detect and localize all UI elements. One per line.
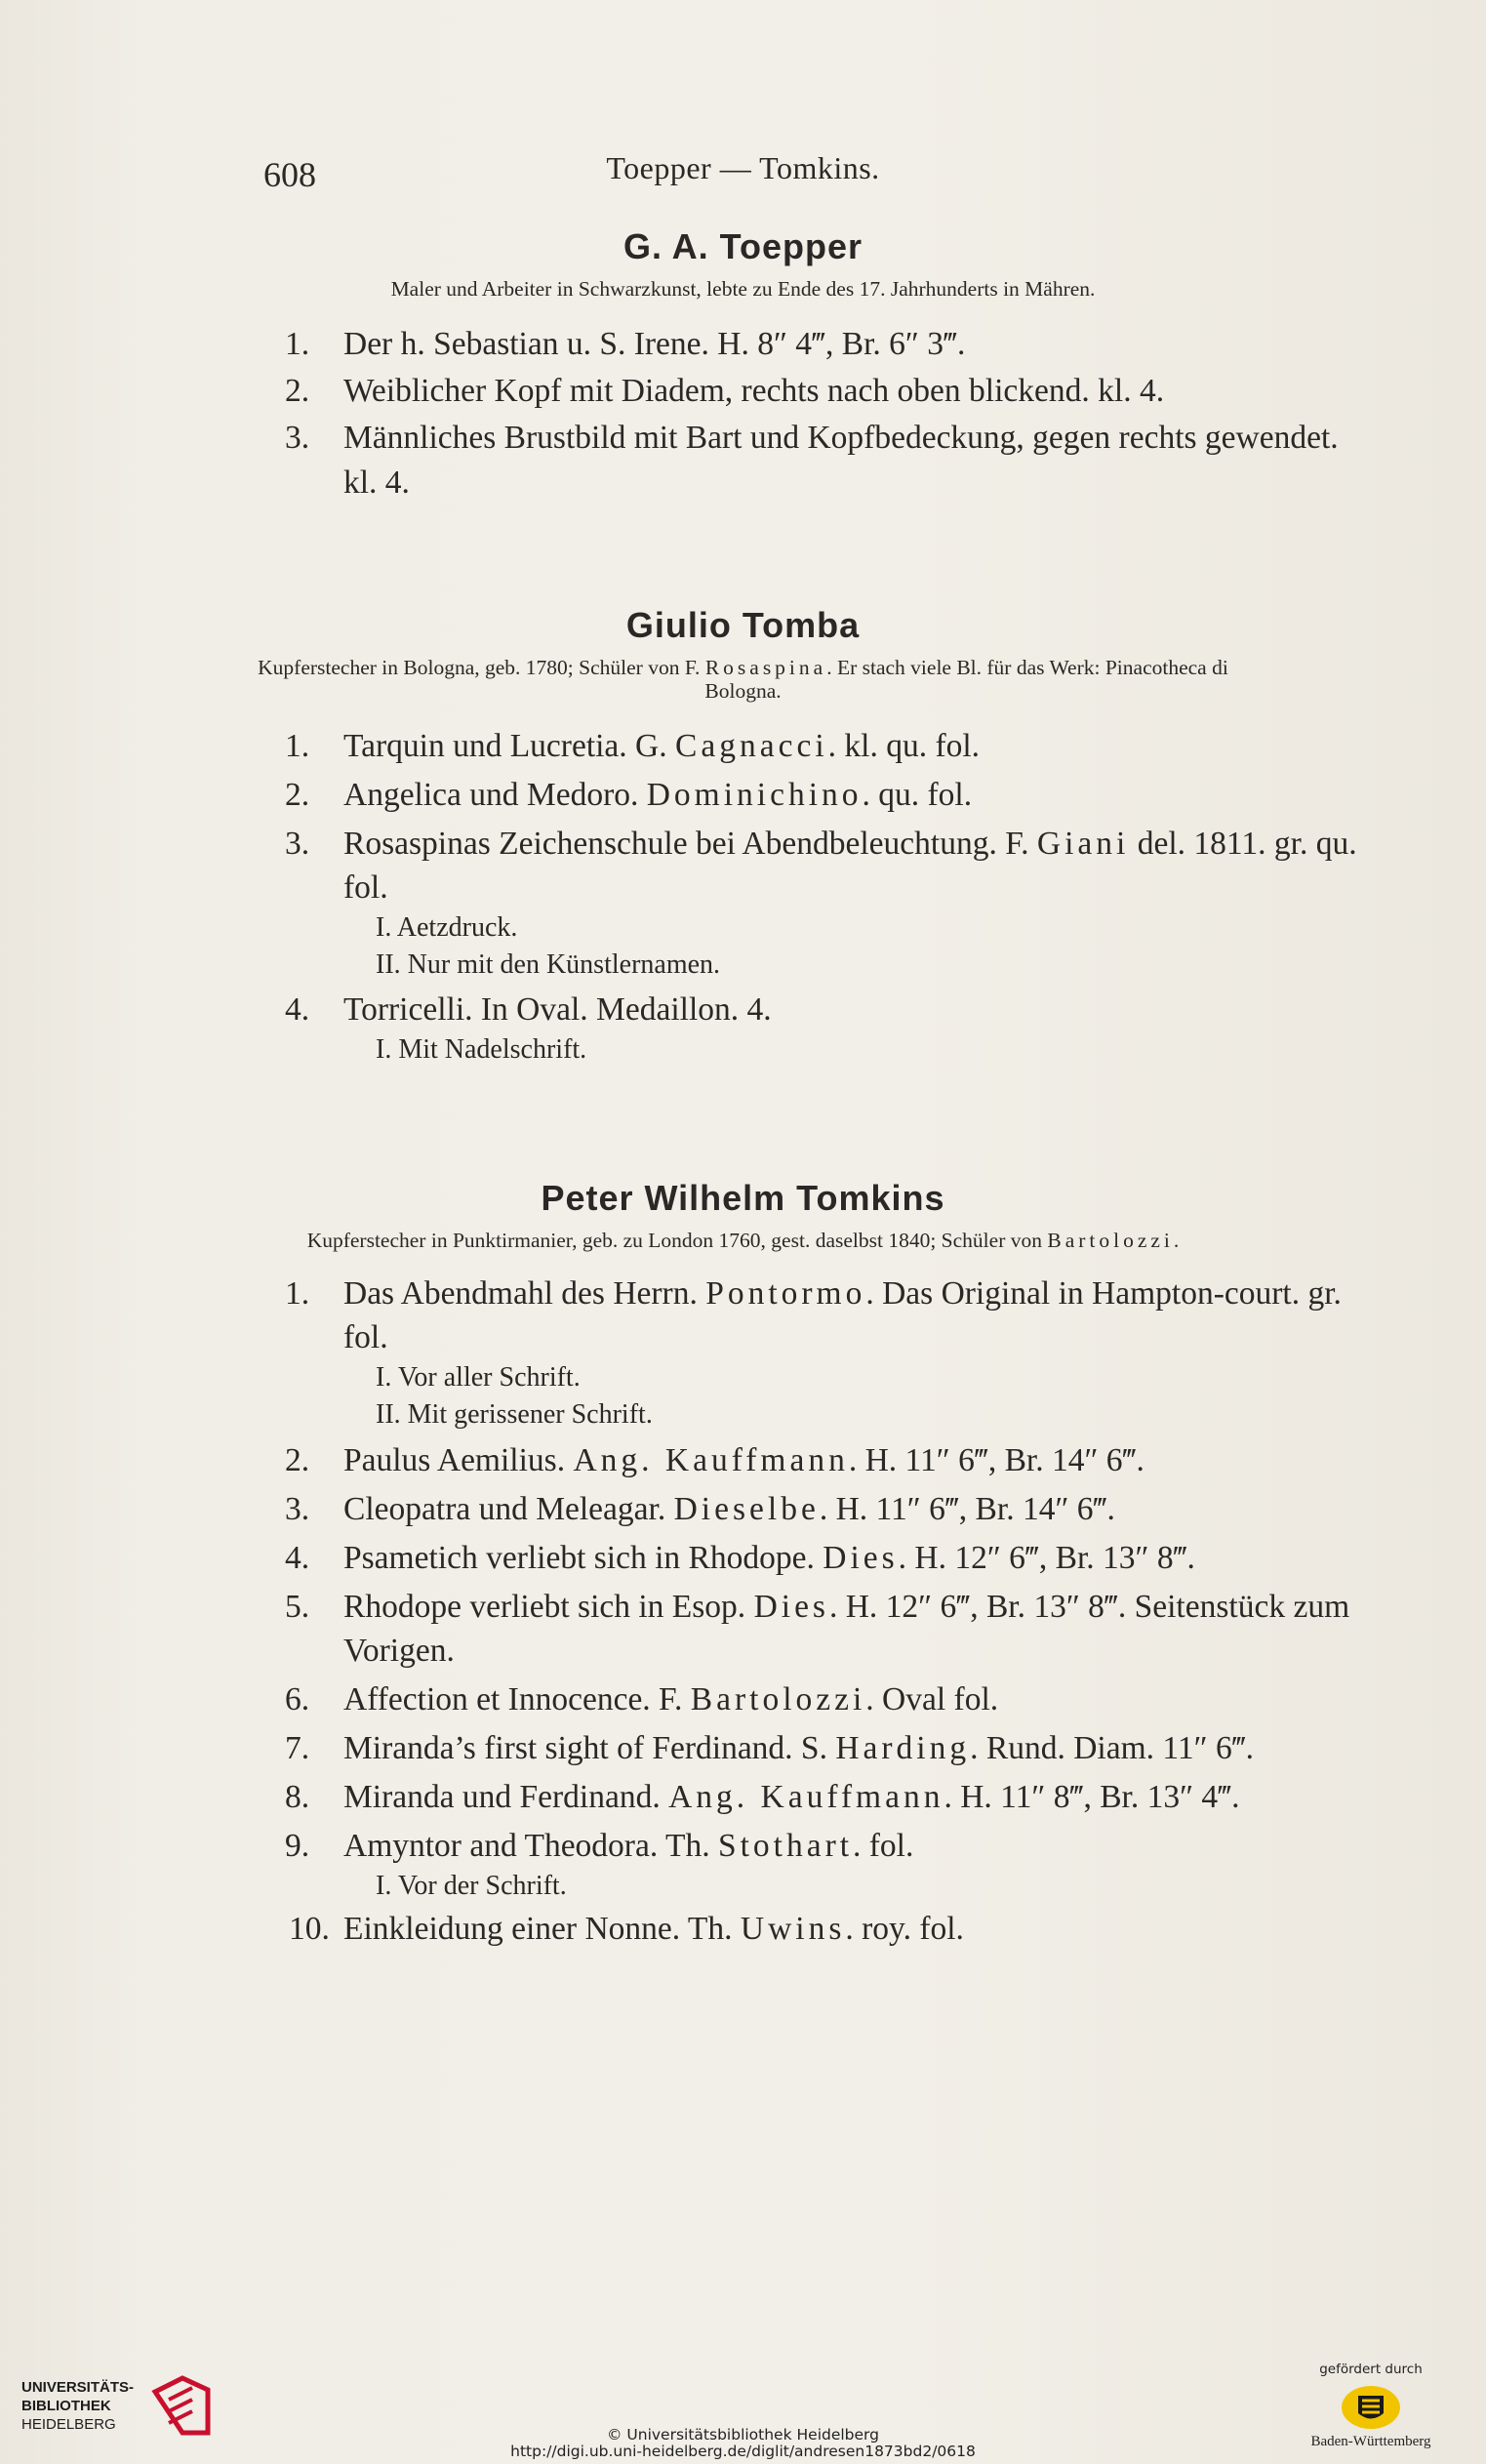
- funder-name: Baden-Württemberg: [1310, 2434, 1431, 2449]
- catalog-entry: 4. Torricelli. In Oval. Medaillon. 4.: [285, 991, 772, 1028]
- library-logo: UNIVERSITÄTS- BIBLIOTHEK HEIDELBERG: [18, 2366, 222, 2440]
- catalog-entry: 6. Affection et Innocence. F. Bartolozzi. Oval fol.: [285, 1681, 999, 1717]
- state-note: I. Vor aller Schrift.: [376, 1362, 581, 1393]
- catalog-entry: 2. Paulus Aemilius. Ang. Kauffmann. H. 11″ 6‴, Br. 14″ 6‴.: [285, 1442, 1145, 1478]
- artist-bio: Kupferstecher in Bologna, geb. 1780; Schüler von F. Rosaspina. Er stach viele Bl. für das Werk: Pinacotheca di Bologna.: [258, 656, 1228, 703]
- section-toepper: [0, 226, 1486, 505]
- copyright: © Universitätsbibliothek Heidelberg: [606, 2426, 879, 2444]
- catalog-entry: 2. Angelica und Medoro. Dominichino. qu. fol.: [285, 777, 973, 813]
- catalog-entry: 10. Einkleidung einer Nonne. Th. Uwins. roy. fol.: [289, 1911, 964, 1947]
- catalog-entry: 1. Das Abendmahl des Herrn. Pontormo. Das Original in Hampton-court. gr. fol.: [285, 1275, 1342, 1355]
- state-note: I. Vor der Schrift.: [376, 1871, 567, 1901]
- state-note: II. Mit gerissener Schrift.: [376, 1399, 653, 1430]
- coat-of-arms-icon: [1337, 2381, 1405, 2432]
- catalog-entry: 3. Rosaspinas Zeichenschule bei Abendbeleuchtung. F. Giani del. 1811. gr. qu. fol.: [285, 826, 1357, 906]
- state-note: I. Aetzdruck.: [376, 912, 518, 943]
- source-url[interactable]: http://digi.ub.uni-heidelberg.de/diglit/andresen1873bd2/0618: [510, 2443, 976, 2460]
- catalog-entry: 5. Rhodope verliebt sich in Esop. Dies. H. 12″ 6‴, Br. 13″ 8‴. Seitenstück zum Vorigen.: [285, 1589, 1350, 1669]
- catalog-entry: 8. Miranda und Ferdinand. Ang. Kauffmann. H. 11″ 8‴, Br. 13″ 4‴.: [285, 1779, 1240, 1815]
- catalog-entry: 3. Cleopatra und Meleagar. Dieselbe. H. 11″ 6‴, Br. 14″ 6‴.: [285, 1491, 1115, 1527]
- section-tomkins: [0, 1178, 1486, 1951]
- running-title: Toepper — Tomkins.: [606, 150, 880, 185]
- funder-block: [1298, 2362, 1444, 2450]
- artist-name: G. A. Toepper: [623, 226, 863, 266]
- catalog-entry: 7. Miranda’s first sight of Ferdinand. S. Harding. Rund. Diam. 11″ 6‴.: [285, 1730, 1255, 1766]
- funded-by-label: gefördert durch: [1319, 2362, 1423, 2377]
- page-number: 608: [263, 155, 316, 194]
- artist-bio: Maler und Arbeiter in Schwarzkunst, lebte zu Ende des 17. Jahrhunderts in Mähren.: [390, 277, 1096, 301]
- state-note: I. Mit Nadelschrift.: [376, 1034, 587, 1065]
- catalog-entry: 9. Amyntor and Theodora. Th. Stothart. fol.: [285, 1828, 914, 1864]
- state-note: II. Nur mit den Künstlernamen.: [376, 949, 721, 980]
- artist-bio: Kupferstecher in Punktirmanier, geb. zu London 1760, gest. daselbst 1840; Schüler von Bartolozzi.: [306, 1229, 1180, 1252]
- artist-name: Giulio Tomba: [625, 605, 861, 645]
- catalog-entry: 3. Männliches Brustbild mit Bart und Kopfbedeckung, gegen rechts gewendet. kl. 4.: [285, 420, 1339, 501]
- catalog-entry: 4. Psametich verliebt sich in Rhodope. Dies. H. 12″ 6‴, Br. 13″ 8‴.: [285, 1540, 1195, 1576]
- running-head: [0, 144, 1486, 203]
- artist-name: Peter Wilhelm Tomkins: [541, 1178, 945, 1218]
- catalog-entry: 1. Der h. Sebastian u. S. Irene. H. 8″ 4‴, Br. 6″ 3‴.: [285, 326, 966, 362]
- section-tomba: [0, 605, 1486, 1069]
- catalog-entry: 2. Weiblicher Kopf mit Diadem, rechts nach oben blickend. kl. 4.: [285, 373, 1165, 409]
- footer-credits: [0, 2427, 1486, 2460]
- catalog-entry: 1. Tarquin und Lucretia. G. Cagnacci. kl. qu. fol.: [285, 728, 981, 764]
